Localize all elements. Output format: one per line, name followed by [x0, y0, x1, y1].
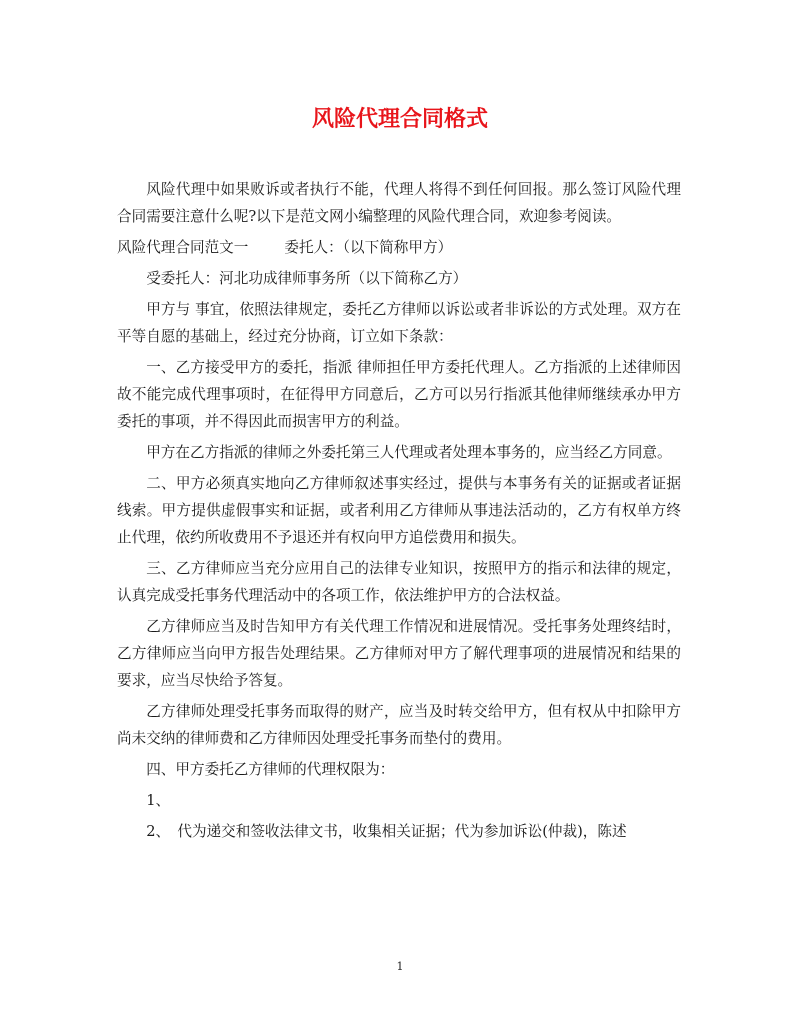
sample-heading: 风险代理合同范文一	[117, 239, 249, 256]
paragraph-clause-4: 四、甲方委托乙方律师的代理权限为：	[146, 761, 395, 778]
document-body	[117, 176, 681, 849]
paragraph-clause-2: 二、甲方必须真实地向乙方律师叙述事实经过，提供与本事务有关的证据或者证据线索。甲方提供虚假事实和证据，或者利用乙方律师从事违法活动的，乙方有权单方终止代理，依约所收费用不予退还并有权向甲方追偿费用和损失。	[117, 475, 681, 546]
paragraph-clause-3-property: 乙方律师处理受托事务而取得的财产，应当及时转交给甲方，但有权从中扣除甲方尚未交纳的律师费和乙方律师因处理受托事务而垫付的费用。	[117, 703, 681, 747]
document-title: 风险代理合同格式	[311, 106, 488, 132]
paragraph-clause-1-supplement: 甲方在乙方指派的律师之外委托第三人代理或者处理本事务的，应当经乙方同意。	[146, 444, 672, 461]
paragraph-clause-3: 三、乙方律师应当充分应用自己的法律专业知识，按照甲方的指示和法律的规定，认真完成受托事务代理活动中的各项工作，依法维护甲方的合法权益。	[117, 560, 681, 604]
paragraph-purpose: 甲方与 事宜，依照法律规定，委托乙方律师以诉讼或者非诉讼的方式处理。双方在平等自愿的基础上，经过充分协商，订立如下条款：	[117, 301, 681, 345]
paragraph-clause-3-report: 乙方律师应当及时告知甲方有关代理工作情况和进展情况。受托事务处理终结时，乙方律师应当向甲方报告处理结果。乙方律师对甲方了解代理事项的进展情况和结果的要求，应当尽快给予答复。	[117, 618, 681, 689]
paragraph-clause-1: 一、乙方接受甲方的委托，指派 律师担任甲方委托代理人。乙方指派的上述律师因故不能完成代理事项时，在征得甲方同意后，乙方可以另行指派其他律师继续承办甲方委托的事项，并不得因此而损害甲方的利益。	[117, 359, 681, 430]
page-number: 1	[396, 960, 404, 973]
paragraph-sample-heading	[117, 234, 681, 261]
paragraph-item-2: 2、 代为递交和签收法律文书，收集相关证据；代为参加诉讼(仲裁)，陈述	[146, 823, 627, 840]
paragraph-intro: 风险代理中如果败诉或者执行不能，代理人将得不到任何回报。那么签订风险代理合同需要注意什么呢?以下是范文网小编整理的风险代理合同，欢迎参考阅读。	[117, 181, 681, 225]
paragraph-trustee: 受委托人：河北功成律师事务所（以下简称乙方）	[146, 270, 468, 287]
paragraph-item-1: 1、	[146, 792, 171, 809]
client-label: 委托人：（以下简称甲方）	[284, 239, 453, 256]
